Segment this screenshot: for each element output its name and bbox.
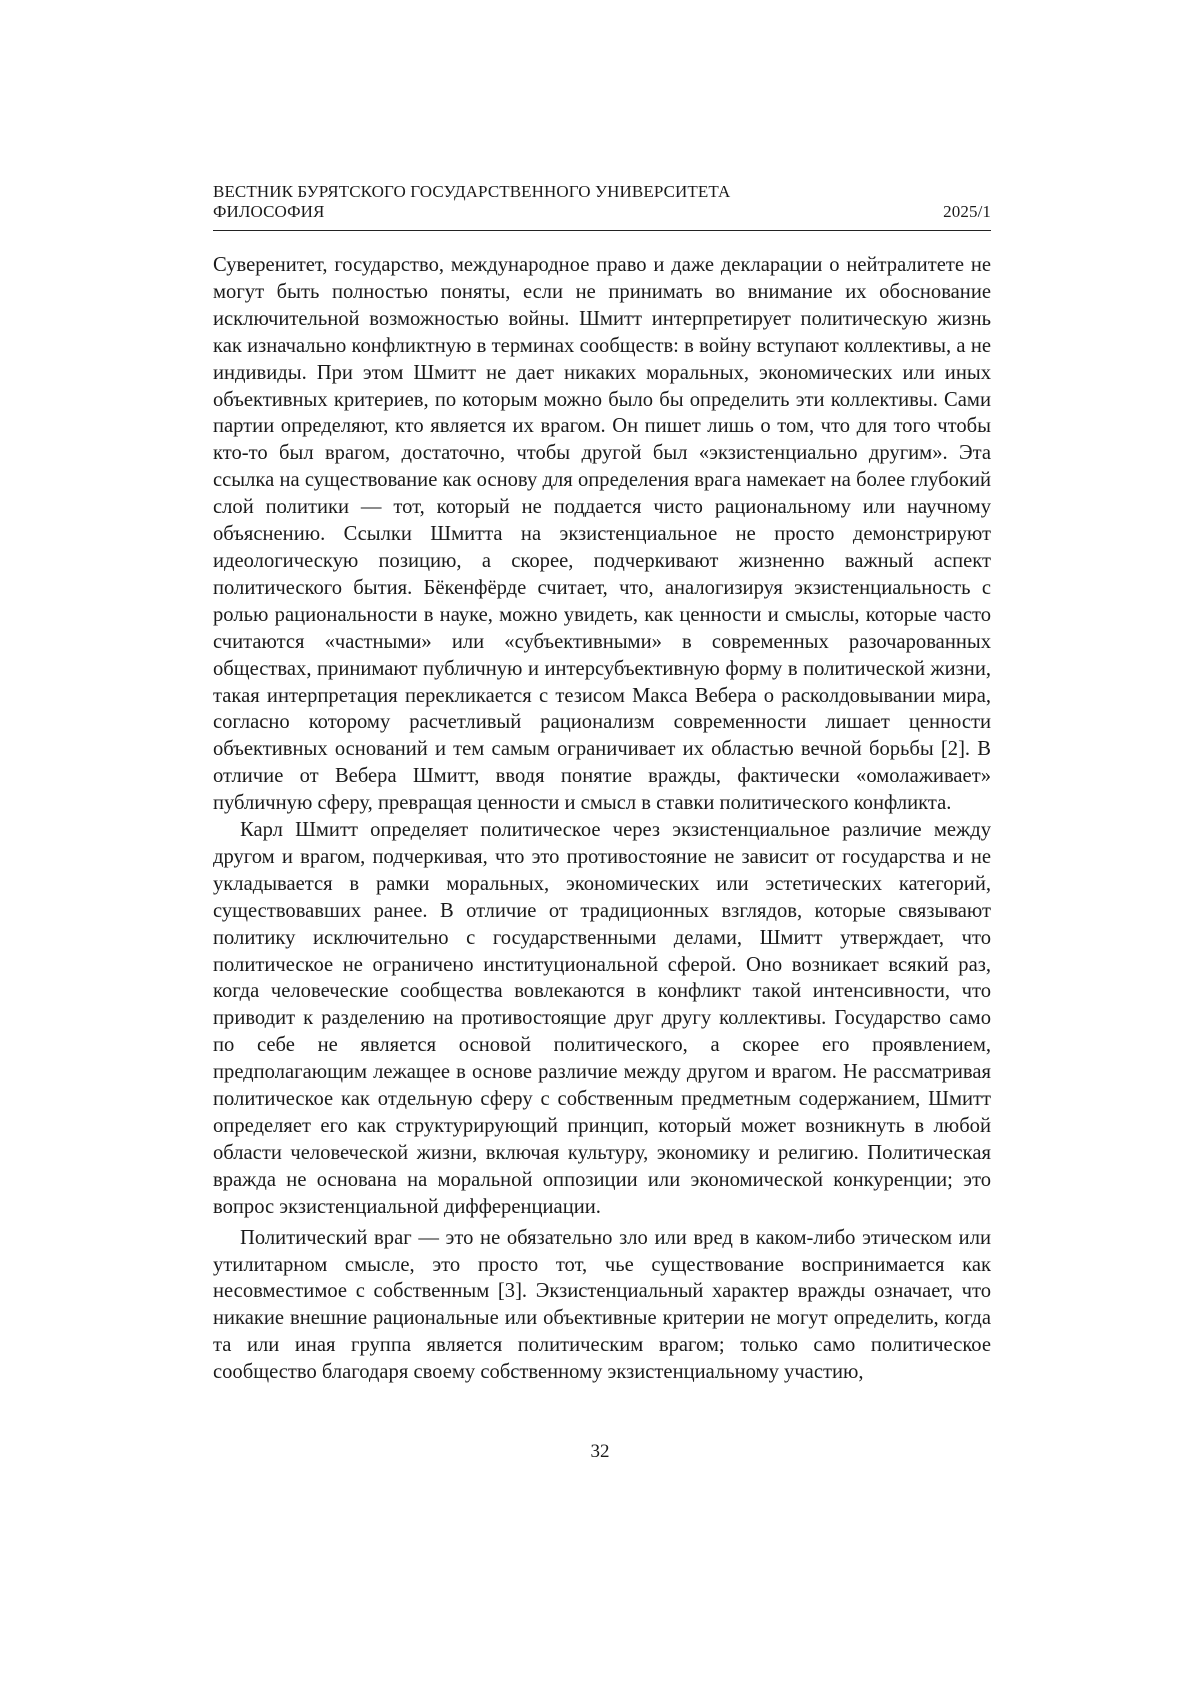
running-header [213, 182, 991, 222]
section-title: ФИЛОСОФИЯ [213, 202, 325, 221]
page-number: 32 [590, 1441, 610, 1462]
paragraph-1: Суверенитет, государство, международное право и даже декларации о нейтралитете не могут быть полностью поняты, если не принимать во внимание их обоснование исключительной возможностью войны. Шмитт интерпретирует политическую жизнь как изначально конфликтную в терминах сообществ: в войну вступают коллективы, а не индивиды. При этом Шмитт не дает никаких моральных, экономических или иных объективных критериев, по которым можно было бы определить эти коллективы. Сами партии определяют, кто является их врагом. Он пишет лишь о том, что для того чтобы кто-то был врагом, достаточно, чтобы другой был «экзистенциально другим». Эта ссылка на существование как основу для определения врага намекает на более глубокий слой политики — тот, который не поддается чисто рациональному или научному объяснению. Ссылки Шмитта на экзистенциальное не просто демонстрируют идеологическую позицию, а скорее, подчеркивают жизненно важный аспект политического бытия. Бёкенфёрде считает, что, аналогизируя экзистенциальность с ролью рациональности в науке, можно увидеть, как ценности и смыслы, которые часто считаются «частными» или «субъективными» в современных разочарованных обществах, принимают публичную и интерсубъективную форму в политической жизни, такая интерпретация перекликается с тезисом Макса Вебера о расколдовывании мира, согласно которому расчетливый рационализм современности лишает ценности объективных оснований и тем самым ограничивает их областью вечной борьбы [2]. В отличие от Вебера Шмитт, вводя понятие вражды, фактически «омолаживает» публичную сферу, превращая ценности и смысл в ставки политического конфликта. [213, 254, 991, 815]
paragraph-3: Политический враг — это не обязательно зло или вред в каком-либо этическом или утилитарном смысле, это просто тот, чье существование воспринимается как несовместимое с собственным [3]. Экзистенциальный характер вражды означает, что никакие внешние рациональные или объективные критерии не могут определить, когда та или иная группа является политическим врагом; только само политическое сообщество благодаря своему собственному экзистенциальному участию, [213, 1226, 991, 1384]
journal-title: ВЕСТНИК БУРЯТСКОГО ГОСУДАРСТВЕННОГО УНИВЕРСИТЕТА [213, 182, 731, 201]
issue-number: 2025/1 [943, 202, 991, 221]
paragraph-2: Карл Шмитт определяет политическое через экзистенциальное различие между другом и врагом, подчеркивая, что это противостояние не зависит от государства и не укладывается в рамки моральных, экономических или эстетических категорий, существовавших ранее. В отличие от традиционных взглядов, которые связывают политику исключительно с государственными делами, Шмитт утверждает, что политическое не ограничено институциональной сферой. Оно возникает всякий раз, когда человеческие сообщества вовлекаются в конфликт такой интенсивности, что приводит к разделению на противостоящие друг другу коллективы. Государство само по себе не является основой политического, а скорее его проявлением, предполагающим лежащее в основе различие между другом и врагом. Не рассматривая политическое как отдельную сферу с собственным предметным содержанием, Шмитт определяет его как структурирующий принцип, который может возникнуть в любой области человеческой жизни, включая культуру, экономику и религию. Политическая вражда не основана на моральной оппозиции или экономической конкуренции; это вопрос экзистенциальной дифференциации. [213, 819, 991, 1218]
header-rule [213, 230, 991, 231]
article-body [213, 252, 991, 1386]
